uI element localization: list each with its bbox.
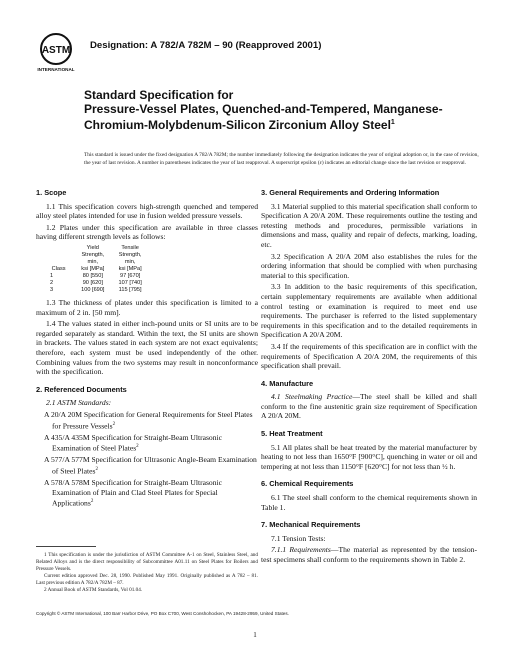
- table-row: 3 100 [690] 115 [795]: [50, 286, 142, 293]
- para-2-1: 2.1 ASTM Standards:: [46, 398, 112, 408]
- title-line-1: Standard Specification for: [84, 88, 234, 102]
- table-header-yield: Yield Strength, min, ksi [MPa]: [81, 244, 105, 272]
- class-strength-table: [50, 245, 156, 294]
- copyright-line: Copyright © ASTM International, 100 Barr Harbor Drive, PO Box C700, West Conshohocken, PA 19428-2959, United States.: [36, 611, 289, 616]
- table-row: 1 80 [550] 97 [670]: [50, 272, 141, 279]
- para-7-1-1-label: 7.1.1 Requirements: [271, 545, 331, 555]
- para-1-2: 1.2 Plates under this specification are available in three classes having different strength levels as follows:: [36, 222, 258, 242]
- right-column: [261, 180, 477, 567]
- footnote-1-edition: Current edition approved Dec. 28, 1990. Published May 1991. Originally published as A 782 – 81. Last previous edition A 782/A 782M – 87.: [36, 573, 258, 586]
- section-1-heading: 1. Scope: [36, 188, 67, 197]
- page-number: 1: [253, 631, 257, 639]
- para-7-1: 7.1 Tension Tests:: [271, 533, 326, 543]
- title-footnote-mark: 1: [390, 119, 395, 126]
- para-3-4: 3.4 If the requirements of this specification are in conflict with the requirements of Specification A 20/A 20M, the requirements of this specification shall prevail.: [261, 341, 477, 371]
- para-1-4: 1.4 The values stated in either inch-pound units or SI units are to be regarded separately as standard. Within the text, the SI units are shown in brackets. The values stated in each system are not exact equivalents; therefore, each system must be used independently of the other. Combining values from the two systems may result in nonconformance with the specification.: [36, 319, 258, 377]
- section-6-heading: 6. Chemical Requirements: [261, 479, 354, 489]
- title-main: [84, 102, 484, 132]
- title-block: [84, 88, 484, 132]
- list-item: A 435/A 435M Specification for Straight-Beam Ultrasonic Examination of Steel Plates$^2$: [44, 432, 223, 453]
- table-header-tensile: Tensile Strength, min, ksi [MPa]: [118, 244, 142, 272]
- para-4-1: [261, 392, 477, 421]
- table-header-row: [50, 245, 156, 273]
- footnote-1: 1 This specification is under the jurisdiction of ASTM Committee A-1 on Steel, Stainless Steel, and Related Alloys and is the direct responsibility of Subcommittee A01.11 on Steel Plates for Boilers and Pressure Vessels.: [36, 552, 258, 572]
- designation: Designation: A 782/A 782M – 90 (Reapproved 2001): [90, 40, 322, 51]
- logo-text: INTERNATIONAL: [37, 67, 75, 72]
- para-7-1-1-text: —The material as represented by the tension-test specimens shall conform to the requirements shown in Table 2.: [261, 545, 478, 564]
- section-4-heading: 4. Manufacture: [261, 378, 314, 388]
- section-7-heading: 7. Mechanical Requirements: [261, 520, 361, 530]
- list-item: A 20/A 20M Specification for General Requirements for Steel Plates for Pressure Vessels$^2$: [44, 409, 253, 431]
- section-3-heading: 3. General Requirements and Ordering Information: [261, 188, 440, 197]
- astm-logo: [36, 30, 82, 74]
- left-column: [36, 180, 258, 510]
- list-item: A 578/A 578M Specification for Straight-Beam Ultrasonic Examination of Plain and Clad Steel Plates for Special Applications$^2$: [44, 478, 223, 508]
- para-7-1-1: [261, 545, 477, 564]
- para-1-1: 1.1 This specification covers high-strength quenched and tempered alloy steel plates intended for use in fusion welded pressure vessels.: [36, 201, 258, 221]
- section-2-heading: 2. Referenced Documents: [36, 384, 127, 394]
- para-3-3: 3.3 In addition to the basic requirements of this specification, certain supplementary requirements are available when additional control testing or examination is required to meet end use requirements. The purchaser is referred to the listed supplementary requirements in this specification and to the detailed requirements in Specification A 20/A 20M.: [261, 282, 477, 340]
- para-4-1-label: 4.1 Steelmaking Practice: [271, 392, 353, 402]
- svg-text:ASTM: ASTM: [41, 45, 71, 56]
- para-3-2: 3.2 Specification A 20/A 20M also establishes the rules for the ordering information that should be complied with when purchasing material to this specification.: [261, 251, 477, 280]
- section-5-heading: 5. Heat Treatment: [261, 429, 323, 439]
- table-header-class: Class: [51, 265, 66, 272]
- title-line-2: Pressure-Vessel Plates, Quenched-and-Tempered, Manganese-Chromium-Molybdenum-Silicon Zirconium Alloy Steel: [84, 102, 443, 132]
- footnotes: [36, 552, 258, 594]
- para-1-3: 1.3 The thickness of plates under this specification is limited to a maximum of 2 in. [50 mm].: [36, 297, 258, 317]
- referenced-documents-list: [36, 398, 258, 508]
- para-6-1: 6.1 The steel shall conform to the chemical requirements shown in Table 1.: [261, 493, 477, 512]
- footnote-2: 2 Annual Book of ASTM Standards, Vol 01.04.: [44, 587, 143, 593]
- para-3-1: 3.1 Material supplied to this material specification shall conform to Specification A 20/A 20M. These requirements outline the testing and retesting methods and procedures, permissible variations in dimensions and mass, quality and repair of defects, marking, loading, etc.: [261, 201, 477, 249]
- list-item: A 577/A 577M Specification for Ultrasonic Angle-Beam Examination of Steel Plates$^2$: [44, 455, 257, 476]
- table-row: 2 90 [620] 107 [740]: [50, 279, 142, 286]
- para-5-1: 5.1 All plates shall be heat treated by the material manufacturer by heating to not less than 1650°F [900°C], quenching in water or oil and tempering at not less than 1150°F [620°C] for not less than ½ h.: [261, 442, 477, 471]
- para-4-1-text: —The steel shall be killed and shall conform to the fine austenitic grain size requirement of Specification A 20/A 20M.: [261, 392, 477, 421]
- issue-notice: This standard is issued under the fixed designation A 782/A 782M; the number immediately following the designation indicates the year of original adoption or, in the case of revision, the year of last revision. A number in parentheses indicates the year of last reapproval. A superscript epsilon (ε) indicates an editorial change since the last revision or reapproval.: [84, 152, 479, 166]
- footnote-divider: [36, 546, 96, 547]
